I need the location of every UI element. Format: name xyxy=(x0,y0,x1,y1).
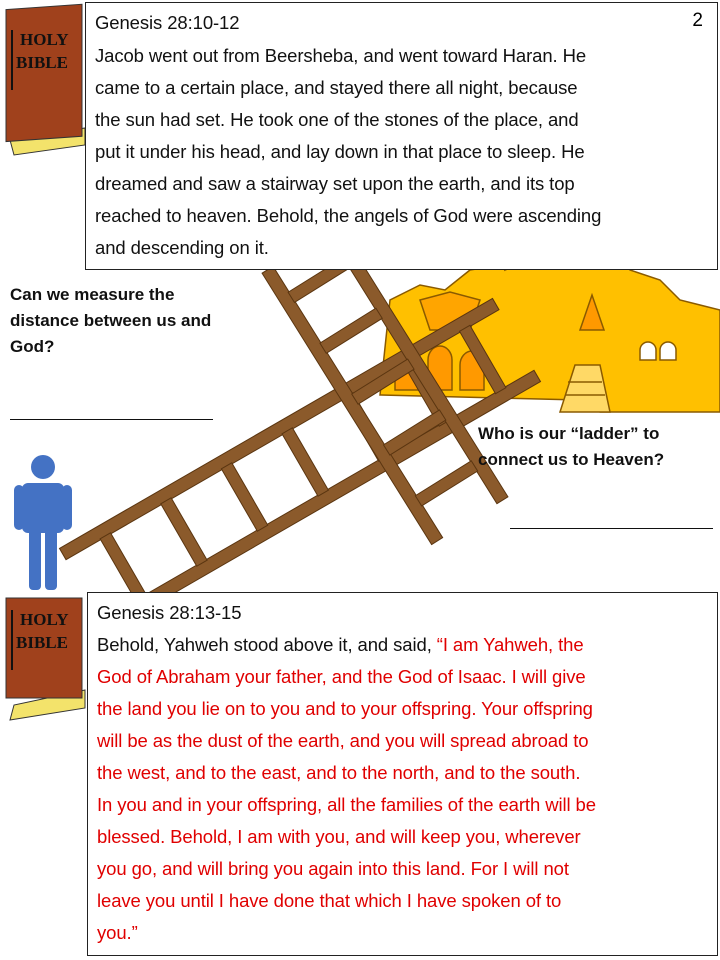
quote-line: you go, and will bring you again into this land. For I will not xyxy=(97,858,569,879)
svg-text:BIBLE: BIBLE xyxy=(16,53,68,72)
page-number: 2 xyxy=(692,10,703,31)
passage-line: and descending on it. xyxy=(95,237,269,258)
svg-text:HOLY: HOLY xyxy=(20,30,69,49)
passage-line: Jacob went out from Beersheba, and went toward Haran. He xyxy=(95,45,587,66)
passage-box-genesis-28-10-12 xyxy=(85,2,718,270)
person-icon xyxy=(14,455,72,590)
quote-line: leave you until I have done that which I have spoken of to xyxy=(97,890,562,911)
question-line: Can we measure the xyxy=(10,285,175,304)
passage-box-genesis-28-13-15 xyxy=(87,592,718,956)
question-line: connect us to Heaven? xyxy=(478,450,665,469)
quote-line: the west, and to the east, and to the north, and to the south. xyxy=(97,762,581,783)
passage-line: the sun had set. He took one of the stones of the place, and xyxy=(95,109,579,130)
answer-blank-2[interactable] xyxy=(510,528,713,529)
question-our-ladder xyxy=(478,421,664,473)
bible-icon-top xyxy=(6,4,85,155)
svg-text:BIBLE: BIBLE xyxy=(16,633,68,652)
question-line: Who is our “ladder” to xyxy=(478,424,660,443)
answer-blank-1[interactable] xyxy=(10,419,213,420)
quote-line: God of Abraham your father, and the God of Isaac. I will give xyxy=(97,666,586,687)
question-line: God? xyxy=(10,337,55,356)
passage-reference: Genesis 28:10-12 xyxy=(95,12,240,33)
passage-line xyxy=(97,634,584,656)
passage-line: dreamed and saw a stairway set upon the earth, and its top xyxy=(95,173,575,194)
quote-line: blessed. Behold, I am with you, and will keep you, wherever xyxy=(97,826,581,847)
svg-text:HOLY: HOLY xyxy=(20,610,69,629)
bible-icon-bottom xyxy=(6,598,85,720)
quote-line: will be as the dust of the earth, and you will spread abroad to xyxy=(97,730,589,751)
narration-text: Behold, Yahweh stood above it, and said, xyxy=(97,634,437,655)
passage-reference: Genesis 28:13-15 xyxy=(97,602,242,623)
question-line: distance between us and xyxy=(10,311,212,330)
quote-line: you.” xyxy=(97,922,138,943)
passage-line: reached to heaven. Behold, the angels of God were ascending xyxy=(95,205,602,226)
passage-line: came to a certain place, and stayed there all night, because xyxy=(95,77,578,98)
quote-line: In you and in your offspring, all the families of the earth will be xyxy=(97,794,596,815)
passage-line: put it under his head, and lay down in that place to sleep. He xyxy=(95,141,585,162)
quote-line: the land you lie on to you and to your offspring. Your offspring xyxy=(97,698,593,719)
question-measure-distance xyxy=(10,282,211,360)
quote-text: “I am Yahweh, the xyxy=(436,634,584,655)
